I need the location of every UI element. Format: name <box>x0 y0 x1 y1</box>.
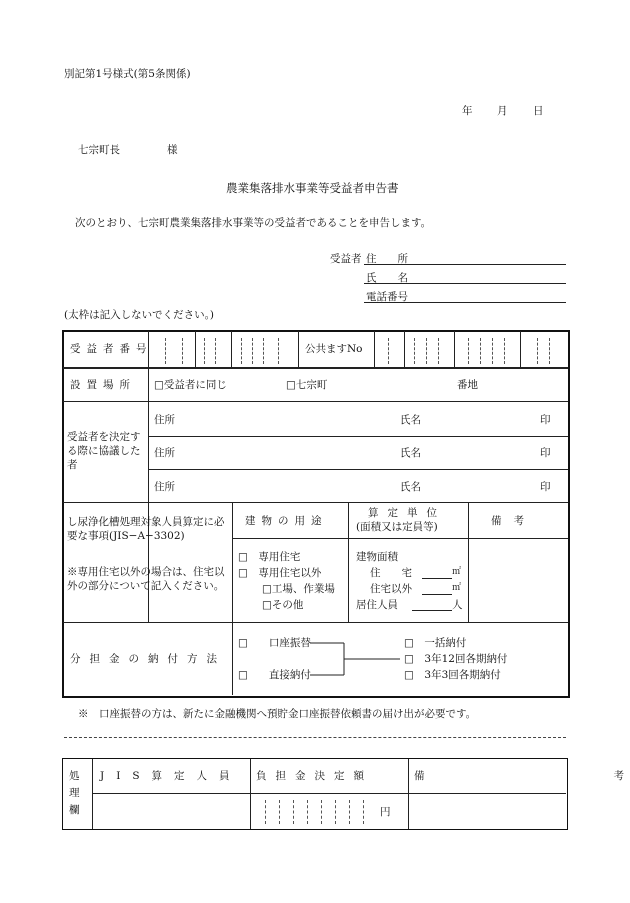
addressee-honorific: 様 <box>167 144 178 156</box>
payment-lump-sum-checkbox[interactable]: □ 一括納付 <box>404 637 467 649</box>
unit-header: 算定単位 <box>368 507 446 519</box>
non-housing-area-unit: ㎡ <box>452 583 462 593</box>
date-day-label: 日 <box>533 105 544 117</box>
decider-2-name-label: 氏名 <box>400 447 421 459</box>
location-lot-label: 番地 <box>457 379 478 391</box>
date-month-label: 月 <box>497 105 508 117</box>
decider-1-seal: 印 <box>540 414 551 426</box>
decider-3-name-label: 氏名 <box>400 481 421 493</box>
bold-frame-note: (太枠は記入しないでください。) <box>64 309 214 321</box>
processing-remarks-header: 備 考 <box>414 770 624 782</box>
payment-account-transfer-checkbox[interactable]: □ 口座振替 <box>238 637 311 649</box>
payment-direct-checkbox[interactable]: □ 直接納付 <box>238 669 311 681</box>
address-field[interactable] <box>364 264 566 265</box>
statement: 次のとおり、七宗町農業集落排水事業等の受益者であることを申告します。 <box>75 217 432 229</box>
cut-line <box>64 737 566 738</box>
phone-field[interactable] <box>364 302 566 303</box>
use-non-exclusive-housing-checkbox[interactable]: □ 専用住宅以外 <box>238 567 322 579</box>
beneficiary-number-label: 受益者番号 <box>70 343 153 355</box>
charge-amount-header: 負担金決定額 <box>256 770 373 782</box>
residents-unit: 人 <box>452 599 463 611</box>
use-exclusive-housing-checkbox[interactable]: □ 専用住宅 <box>238 551 301 563</box>
residents-field[interactable] <box>412 610 452 611</box>
housing-area-unit: ㎡ <box>452 567 462 577</box>
yen-unit: 円 <box>380 806 391 818</box>
payment-3-installments-checkbox[interactable]: □ 3年3回各期納付 <box>404 669 501 681</box>
decider-3-seal: 印 <box>540 481 551 493</box>
payment-12-installments-checkbox[interactable]: □ 3年12回各期納付 <box>404 653 508 665</box>
use-factory-checkbox[interactable]: □工場、作業場 <box>262 583 335 595</box>
septic-label: し尿浄化槽処理対象人員算定に必要な事項(JIS−A−3302) <box>67 516 225 542</box>
document-title: 農業集落排水事業等受益者申告書 <box>226 181 399 195</box>
housing-area-label: 住 宅 <box>370 567 412 579</box>
unit-header-sub: (面積又は定員等) <box>356 521 438 533</box>
decider-1-name-label: 氏名 <box>400 414 421 426</box>
septic-note: ※専用住宅以外の場合は、住宅以外の部分について記入ください。 <box>67 566 225 592</box>
residents-label: 居住人員 <box>356 599 398 611</box>
payment-connector-lines <box>310 640 410 680</box>
applicant-label: 受益者 <box>330 253 362 265</box>
decider-3-address-label: 住所 <box>154 481 175 493</box>
public-mass-label: 公共ますNo <box>305 343 363 355</box>
location-same-checkbox[interactable]: □受益者に同じ <box>154 379 227 391</box>
housing-area-field[interactable] <box>422 578 452 579</box>
building-area-label: 建物面積 <box>356 551 398 563</box>
decider-2-address-label: 住所 <box>154 447 175 459</box>
address-label: 住 所 <box>366 253 408 265</box>
non-housing-area-field[interactable] <box>422 594 452 595</box>
location-label: 設置場所 <box>70 379 136 391</box>
location-town-checkbox[interactable]: □七宗町 <box>286 379 328 391</box>
processing-label: 処理欄 <box>69 770 80 816</box>
decider-2-seal: 印 <box>540 447 551 459</box>
payment-method-label: 分担金の納付方法 <box>70 653 226 665</box>
jis-people-header: JIS算定人員 <box>100 770 242 782</box>
non-housing-area-label: 住宅以外 <box>370 583 412 595</box>
remarks-header: 備考 <box>491 515 536 527</box>
use-other-checkbox[interactable]: □その他 <box>262 599 304 611</box>
account-transfer-footnote: ※ 口座振替の方は、新たに金融機関へ預貯金口座振替依頼書の届け出が必要です。 <box>78 708 477 720</box>
date-year-label: 年 <box>462 105 473 117</box>
decider-1-address-label: 住所 <box>154 414 175 426</box>
phone-label: 電話番号 <box>366 291 408 303</box>
form-reference: 別記第1号様式(第5条関係) <box>64 68 191 80</box>
building-use-header: 建物の用途 <box>245 515 328 527</box>
decider-label: 受益者を決定する際に協議した者 <box>67 431 141 471</box>
name-field[interactable] <box>364 283 566 284</box>
name-label: 氏 名 <box>366 272 408 284</box>
addressee-name: 七宗町長 <box>78 144 120 156</box>
